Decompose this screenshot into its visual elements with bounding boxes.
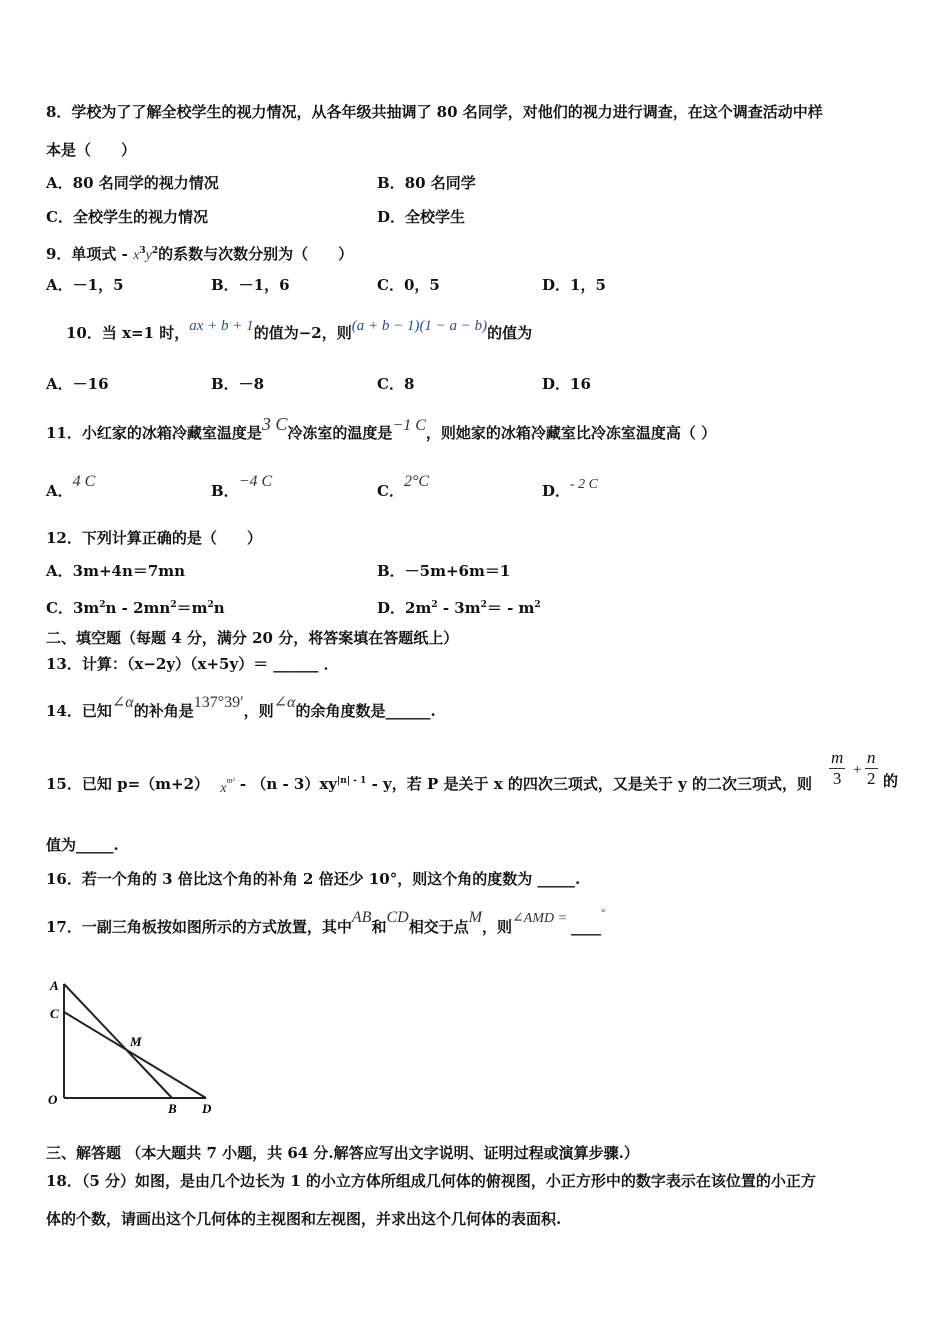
- q12-c-e3: 2: [207, 600, 214, 610]
- q8-option-a: A．80 名同学的视力情况: [46, 174, 219, 192]
- q15-f1-num: m: [831, 748, 844, 767]
- q14-pre: 14．已知: [46, 702, 112, 720]
- q8-stem-line2: 本是（ ）: [46, 141, 137, 159]
- q14-mid: 的补角是: [133, 702, 194, 720]
- q15-y-exp: |n| - 1: [337, 776, 367, 786]
- q12-option-c: [46, 594, 225, 619]
- q12-d-1: D．2m: [377, 599, 432, 617]
- q11-option-b-label: B．: [211, 482, 239, 500]
- q8-stem-line1: 8．学校为了了解全校学生的视力情况，从各年级共抽调了 80 名同学，对他们的视力进行调查，在这个调查活动中样: [46, 103, 823, 121]
- q9-y-exp: 2: [151, 246, 159, 256]
- figure-label-a: A: [50, 978, 59, 993]
- q17-blank: ____: [571, 918, 602, 936]
- q12-c-2: n - 2mn: [105, 599, 171, 617]
- q12-c-3: ＝m: [176, 599, 208, 617]
- q15-post: - y，若 P 是关于 x 的四次三项式，又是关于 y 的二次三项式，则: [366, 775, 813, 793]
- q9-option-c: C．0，5: [377, 276, 440, 294]
- q18-line1: 18．（5 分）如图，是由几个边长为 1 的小立方体所组成几何体的俯视图，小正方形中的数字表示在该位置的小正方: [46, 1172, 816, 1190]
- q17-comma: ，则: [482, 918, 513, 936]
- q10-post: 的值为: [487, 324, 533, 342]
- figure-label-b: B: [168, 1101, 177, 1116]
- q11-option-a-label: A．: [46, 482, 73, 500]
- q15-f1-den: 3: [832, 769, 842, 788]
- q11-temp2: −1 C: [392, 417, 426, 434]
- figure-label-o: O: [48, 1092, 58, 1107]
- q8-option-b: B．80 名同学: [377, 174, 476, 192]
- q10-mid: 的值为−2，则: [253, 324, 352, 342]
- q15-plus: +: [853, 762, 862, 778]
- q11-mid: 冷冻室的温度是: [287, 424, 393, 442]
- q10-stem: [66, 318, 533, 345]
- q15-fraction-m3: [829, 748, 845, 789]
- q15-mid: - （n - 3）xy: [239, 775, 338, 793]
- triangle-figure: [44, 976, 224, 1121]
- q11-option-d: [542, 477, 599, 504]
- q10-option-b: B．－8: [211, 375, 265, 393]
- q8-option-d: D．全校学生: [377, 208, 466, 226]
- q15-stem: [46, 770, 812, 797]
- q12-c-e1: 2: [99, 600, 106, 610]
- q15-end: 的: [883, 772, 899, 790]
- q12-d-e2: 2: [480, 600, 487, 610]
- q11-option-c: [377, 473, 430, 503]
- q10-option-d: D．16: [542, 375, 591, 393]
- q9-stem: [46, 240, 353, 267]
- q12-d-2: - 3m: [437, 599, 481, 617]
- q11-temp1: 3 C: [261, 414, 288, 434]
- q9-option-b: B．－1，6: [211, 276, 290, 294]
- q12-c-4: n: [213, 599, 225, 617]
- q14-angle2: ∠α: [273, 694, 296, 711]
- q14-mid2: ，则: [243, 702, 274, 720]
- q11-pre: 11．小红家的冰箱冷藏室温度是: [46, 424, 262, 442]
- q11-option-b-value: −4 C: [238, 473, 273, 490]
- q15-f2-den: 2: [867, 769, 876, 788]
- section-fill-in-title: 二、填空题（每题 4 分，满分 20 分，将答案填在答题纸上）: [46, 629, 459, 647]
- figure-line-cd: [64, 1012, 206, 1098]
- q17-mid: 相交于点: [408, 918, 469, 936]
- figure-label-d: D: [202, 1101, 212, 1116]
- q15-fraction-n2: [865, 748, 878, 789]
- q11-option-c-label: C．: [377, 482, 404, 500]
- q11-option-a-value: 4 C: [72, 473, 96, 490]
- q14-angle1: ∠α: [111, 694, 134, 711]
- section-solve-title: 三、解答题 （本大题共 7 小题，共 64 分.解答应写出文字说明、证明过程或演算步骤.）: [46, 1144, 639, 1162]
- q16-stem: 16．若一个角的 3 倍比这个角的补角 2 倍还少 10°，则这个角的度数为 _____.: [46, 870, 581, 888]
- q9-stem-pre: 9．单项式 -: [46, 245, 134, 263]
- q14-value: 137°39′: [193, 694, 244, 711]
- figure-line-ab: [64, 984, 172, 1098]
- q17-m: M: [468, 909, 483, 926]
- q10-expr1: ax + b + 1: [189, 318, 254, 334]
- q18-line2: 体的个数，请画出这个几何体的主视图和左视图，并求出这个几何体的表面积.: [46, 1210, 562, 1228]
- q15-x: x: [220, 781, 227, 796]
- q17-pre: 17．一副三角板按如图所示的方式放置，其中: [46, 918, 352, 936]
- q15-pre: 15．已知 p=（m+2）: [46, 775, 210, 793]
- q13-stem: 13．计算：（x−2y）（x+5y）＝ ______ ．: [46, 655, 339, 673]
- q11-stem: [46, 414, 717, 445]
- q12-option-a: A．3m+4n＝7mn: [46, 562, 186, 580]
- q9-option-a: A．－1，5: [46, 276, 124, 294]
- q15-f2-num: n: [867, 748, 876, 767]
- q10-pre: 10．当 x=1 时，: [66, 324, 190, 342]
- q9-option-d: D．1，5: [542, 276, 606, 294]
- q10-option-a: A．－16: [46, 375, 109, 393]
- q17-cd: CD: [386, 909, 409, 926]
- q11-option-b: [211, 473, 273, 503]
- q12-stem: 12．下列计算正确的是（ ）: [46, 529, 262, 547]
- q12-d-e3: 2: [534, 600, 541, 610]
- q9-x-exp: 3: [139, 246, 146, 256]
- q9-y: y: [145, 248, 152, 263]
- q10-option-c: C．8: [377, 375, 415, 393]
- q11-option-a: [46, 473, 96, 503]
- q15-x-exp: m²: [226, 776, 235, 785]
- q11-option-d-value: - 2 C: [570, 477, 599, 492]
- q11-option-d-label: D．: [542, 482, 571, 500]
- q12-option-d: [377, 594, 541, 619]
- q14-stem: [46, 694, 436, 723]
- figure-label-m: M: [130, 1034, 142, 1049]
- q17-angle: ∠AMD =: [512, 911, 568, 926]
- q11-post: ，则她家的冰箱冷藏室比冷冻室温度高（ ）: [425, 424, 717, 442]
- q17-ab: AB: [351, 909, 372, 926]
- q17-degree: °: [601, 908, 606, 919]
- q12-option-b: B．－5m+6m＝1: [377, 562, 511, 580]
- q10-expr2: (a + b − 1)(1 − a − b): [351, 318, 488, 334]
- q17-and: 和: [371, 918, 387, 936]
- q12-c-e2: 2: [170, 600, 177, 610]
- q12-d-e1: 2: [431, 600, 438, 610]
- q12-c-1: C．3m: [46, 599, 100, 617]
- q14-post: 的余角度数是______.: [295, 702, 436, 720]
- q15-line2: 值为_____.: [46, 836, 119, 854]
- q8-option-c: C．全校学生的视力情况: [46, 208, 208, 226]
- q11-option-c-value: 2°C: [403, 473, 430, 490]
- q17-stem: [46, 908, 606, 940]
- q12-d-3: ＝ - m: [486, 599, 535, 617]
- q9-x: x: [133, 248, 140, 263]
- q9-stem-post: 的系数与次数分别为（ ）: [158, 245, 354, 263]
- figure-label-c: C: [50, 1006, 59, 1021]
